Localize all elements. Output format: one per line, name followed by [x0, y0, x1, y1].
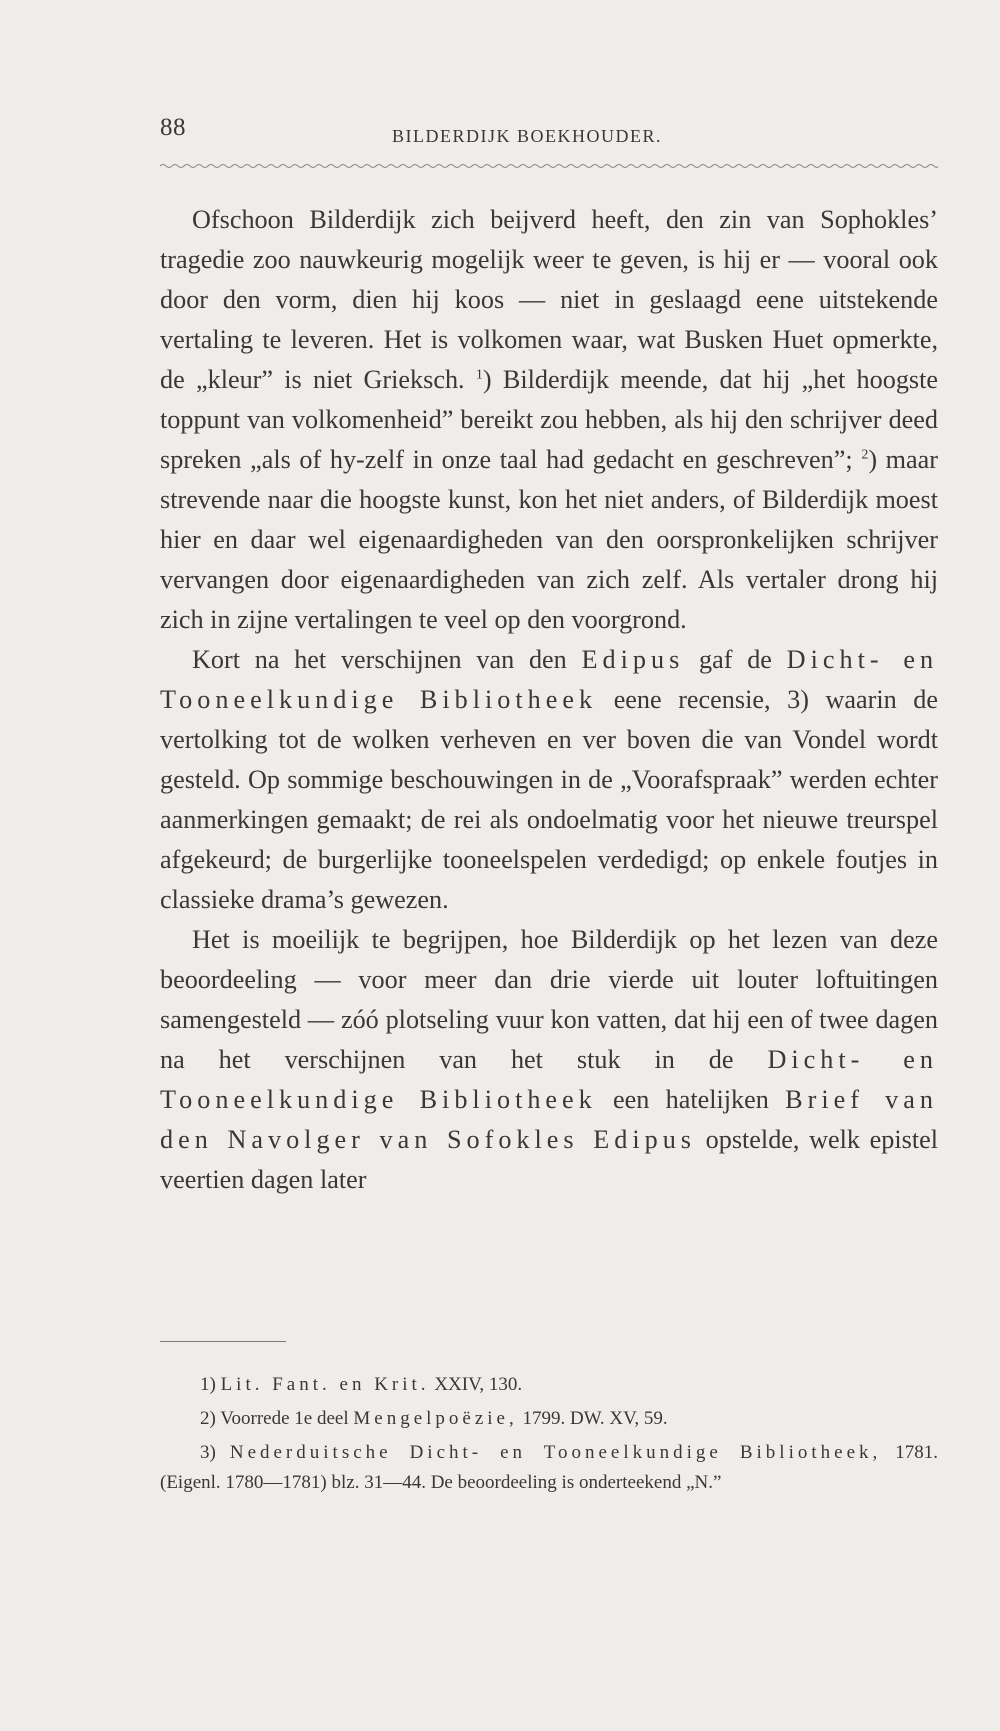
- p2-title-bibliotheek: Dicht- en Tooneelkundige Bibliotheek: [160, 645, 939, 714]
- footnote-1: [160, 1370, 938, 1400]
- p3-title-bibliotheek: Dicht- en Tooneelkundige Bibliotheek: [160, 1045, 939, 1114]
- page-number: 88: [160, 114, 186, 141]
- footnote-2: [160, 1404, 938, 1434]
- footnote-3-text: 1781. (Eigenl. 1780—1781) blz. 31—44. De beoordeeling is onderteekend „N.”: [160, 1442, 939, 1493]
- footnote-1-text: XXIV, 130.: [434, 1374, 523, 1395]
- paragraph-3: [160, 920, 938, 1200]
- footnotes: [160, 1370, 938, 1502]
- paragraph-2: [160, 640, 938, 920]
- footnote-3: [160, 1438, 938, 1498]
- page-header: [160, 112, 936, 152]
- paragraph-1: [160, 200, 938, 640]
- p2-text-c: gaf de: [699, 645, 772, 674]
- p3-text-a: Het is moeilijk te begrijpen, hoe Bilderdijk op het lezen van deze beoordeeling — voor meer dan drie vierde uit louter loftuitingen samengesteld — zóó plotseling vuur kon vatten, dat hij een of twee dagen na het verschijnen van het stuk in de: [160, 925, 938, 1074]
- footnote-2-number: 2): [200, 1408, 216, 1429]
- body-text: [160, 200, 938, 1200]
- p3-text-e: opstelde, welk epistel veertien dagen later: [160, 1125, 938, 1194]
- footnote-3-title: Nederduitsche Dicht- en Tooneelkundige Bibliotheek,: [229, 1442, 882, 1463]
- p1-text-a: Ofschoon Bilderdijk zich beijverd heeft, den zin van Sophokles’ tragedie zoo nauwkeurig mogelijk weer te geven, is hij er — vooral ook door den vorm, dien hij koos — niet in geslaagd eene uitstekende vertaling te leveren. Het is volkomen waar, wat Busken Huet opmerkte, de „kleur” is niet Grieksch.: [160, 205, 938, 394]
- p3-text-c: een hatelijken: [613, 1085, 769, 1114]
- footnote-ref-2: 2: [861, 447, 869, 463]
- p2-text-a: Kort na het verschijnen van den: [192, 645, 567, 674]
- p1-text-b: ) Bilderdijk meende, dat hij „het hoogste toppunt van volkomenheid” bereikt zou hebben, als hij den schrijver deed spreken „als of hy-zelf in onze taal had gedacht en geschreven”;: [160, 365, 939, 474]
- footnote-2-title: Mengelpoëzie,: [353, 1408, 518, 1429]
- p1-text-c: ) maar strevende naar die hoogste kunst, kon het niet anders, of Bilderdijk moest hier en daar wel eigenaardigheden van den oorspronkelijken schrijver vervangen door eigenaardigheden van zich zelf. Als vertaler drong hij zich in zijne vertalingen te veel op den voorgrond.: [160, 445, 939, 634]
- running-head: BILDERDIJK BOEKHOUDER.: [392, 126, 662, 146]
- footnote-2-text-a: Voorrede 1e deel: [220, 1408, 349, 1429]
- footnote-2-text-c: 1799. DW. XV, 59.: [522, 1408, 668, 1429]
- footnote-1-number: 1): [200, 1374, 216, 1395]
- p2-title-edipus: Edipus: [581, 645, 685, 674]
- p2-text-e: eene recensie, 3) waarin de vertolking tot de wolken verheven en ver boven die van Vondel wordt gesteld. Op sommige beschouwingen in de „Voorafspraak” werden echter aanmerkingen gemaakt; de rei als ondoelmatig voor het nieuwe treurspel afgekeurd; de burgerlijke tooneelspelen verdedigd; op enkele foutjes in classieke drama’s gewezen.: [160, 685, 939, 914]
- footnote-3-number: 3): [200, 1442, 216, 1463]
- footnote-1-title: Lit. Fant. en Krit.: [220, 1374, 430, 1395]
- p3-title-brief: Brief van den Navolger van Sofokles Edipus: [160, 1085, 938, 1154]
- footnote-ref-1: 1: [475, 367, 483, 383]
- wavy-header-rule: [160, 163, 938, 169]
- footnote-rule: [160, 1341, 286, 1342]
